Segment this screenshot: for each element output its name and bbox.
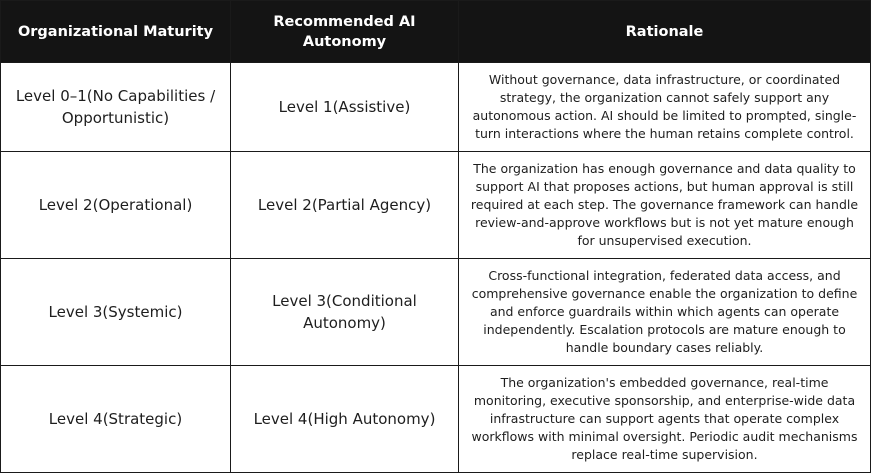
autonomy-cell <box>231 259 459 366</box>
maturity-cell: Level 4(Strategic) <box>1 366 231 473</box>
autonomy-cell: Level 2(Partial Agency) <box>231 152 459 259</box>
header-recommended-ai-autonomy <box>231 1 459 63</box>
header-row <box>1 1 871 63</box>
table-row <box>1 259 871 366</box>
autonomy-cell: Level 1(Assistive) <box>231 63 459 152</box>
table-row <box>1 152 871 259</box>
table-row <box>1 63 871 152</box>
maturity-text: Level 0–1(No Capabilities / Opportunistic) <box>15 87 216 127</box>
rationale-cell: Cross-functional integration, federated data access, and comprehensive governance enable the organization to define and enforce guardrails within which agents can operate independently. Escalation protocols are mature enough to handle boundary cases reliably. <box>459 259 871 366</box>
autonomy-cell: Level 4(High Autonomy) <box>231 366 459 473</box>
maturity-cell: Level 3(Systemic) <box>1 259 231 366</box>
autonomy-text: Level 3(Conditional Autonomy) <box>272 292 417 332</box>
header-recommended-ai-autonomy-text: Recommended AI Autonomy <box>273 13 416 50</box>
rationale-cell: Without governance, data infrastructure, or coordinated strategy, the organization cannot safely support any autonomous action. AI should be limited to prompted, single-turn interactions where the human retains complete control. <box>459 63 871 152</box>
table-row <box>1 366 871 473</box>
header-organizational-maturity: Organizational Maturity <box>1 1 231 63</box>
maturity-cell: Level 2(Operational) <box>1 152 231 259</box>
rationale-cell: The organization's embedded governance, real-time monitoring, executive sponsorship, and enterprise-wide data infrastructure can support agents that operate complex workflows with minimal oversight. Periodic audit mechanisms replace real-time supervision. <box>459 366 871 473</box>
header-rationale: Rationale <box>459 1 871 63</box>
rationale-cell: The organization has enough governance and data quality to support AI that proposes actions, but human approval is still required at each step. The governance framework can handle review-and-approve workflows but is not yet mature enough for unsupervised execution. <box>459 152 871 259</box>
maturity-cell <box>1 63 231 152</box>
